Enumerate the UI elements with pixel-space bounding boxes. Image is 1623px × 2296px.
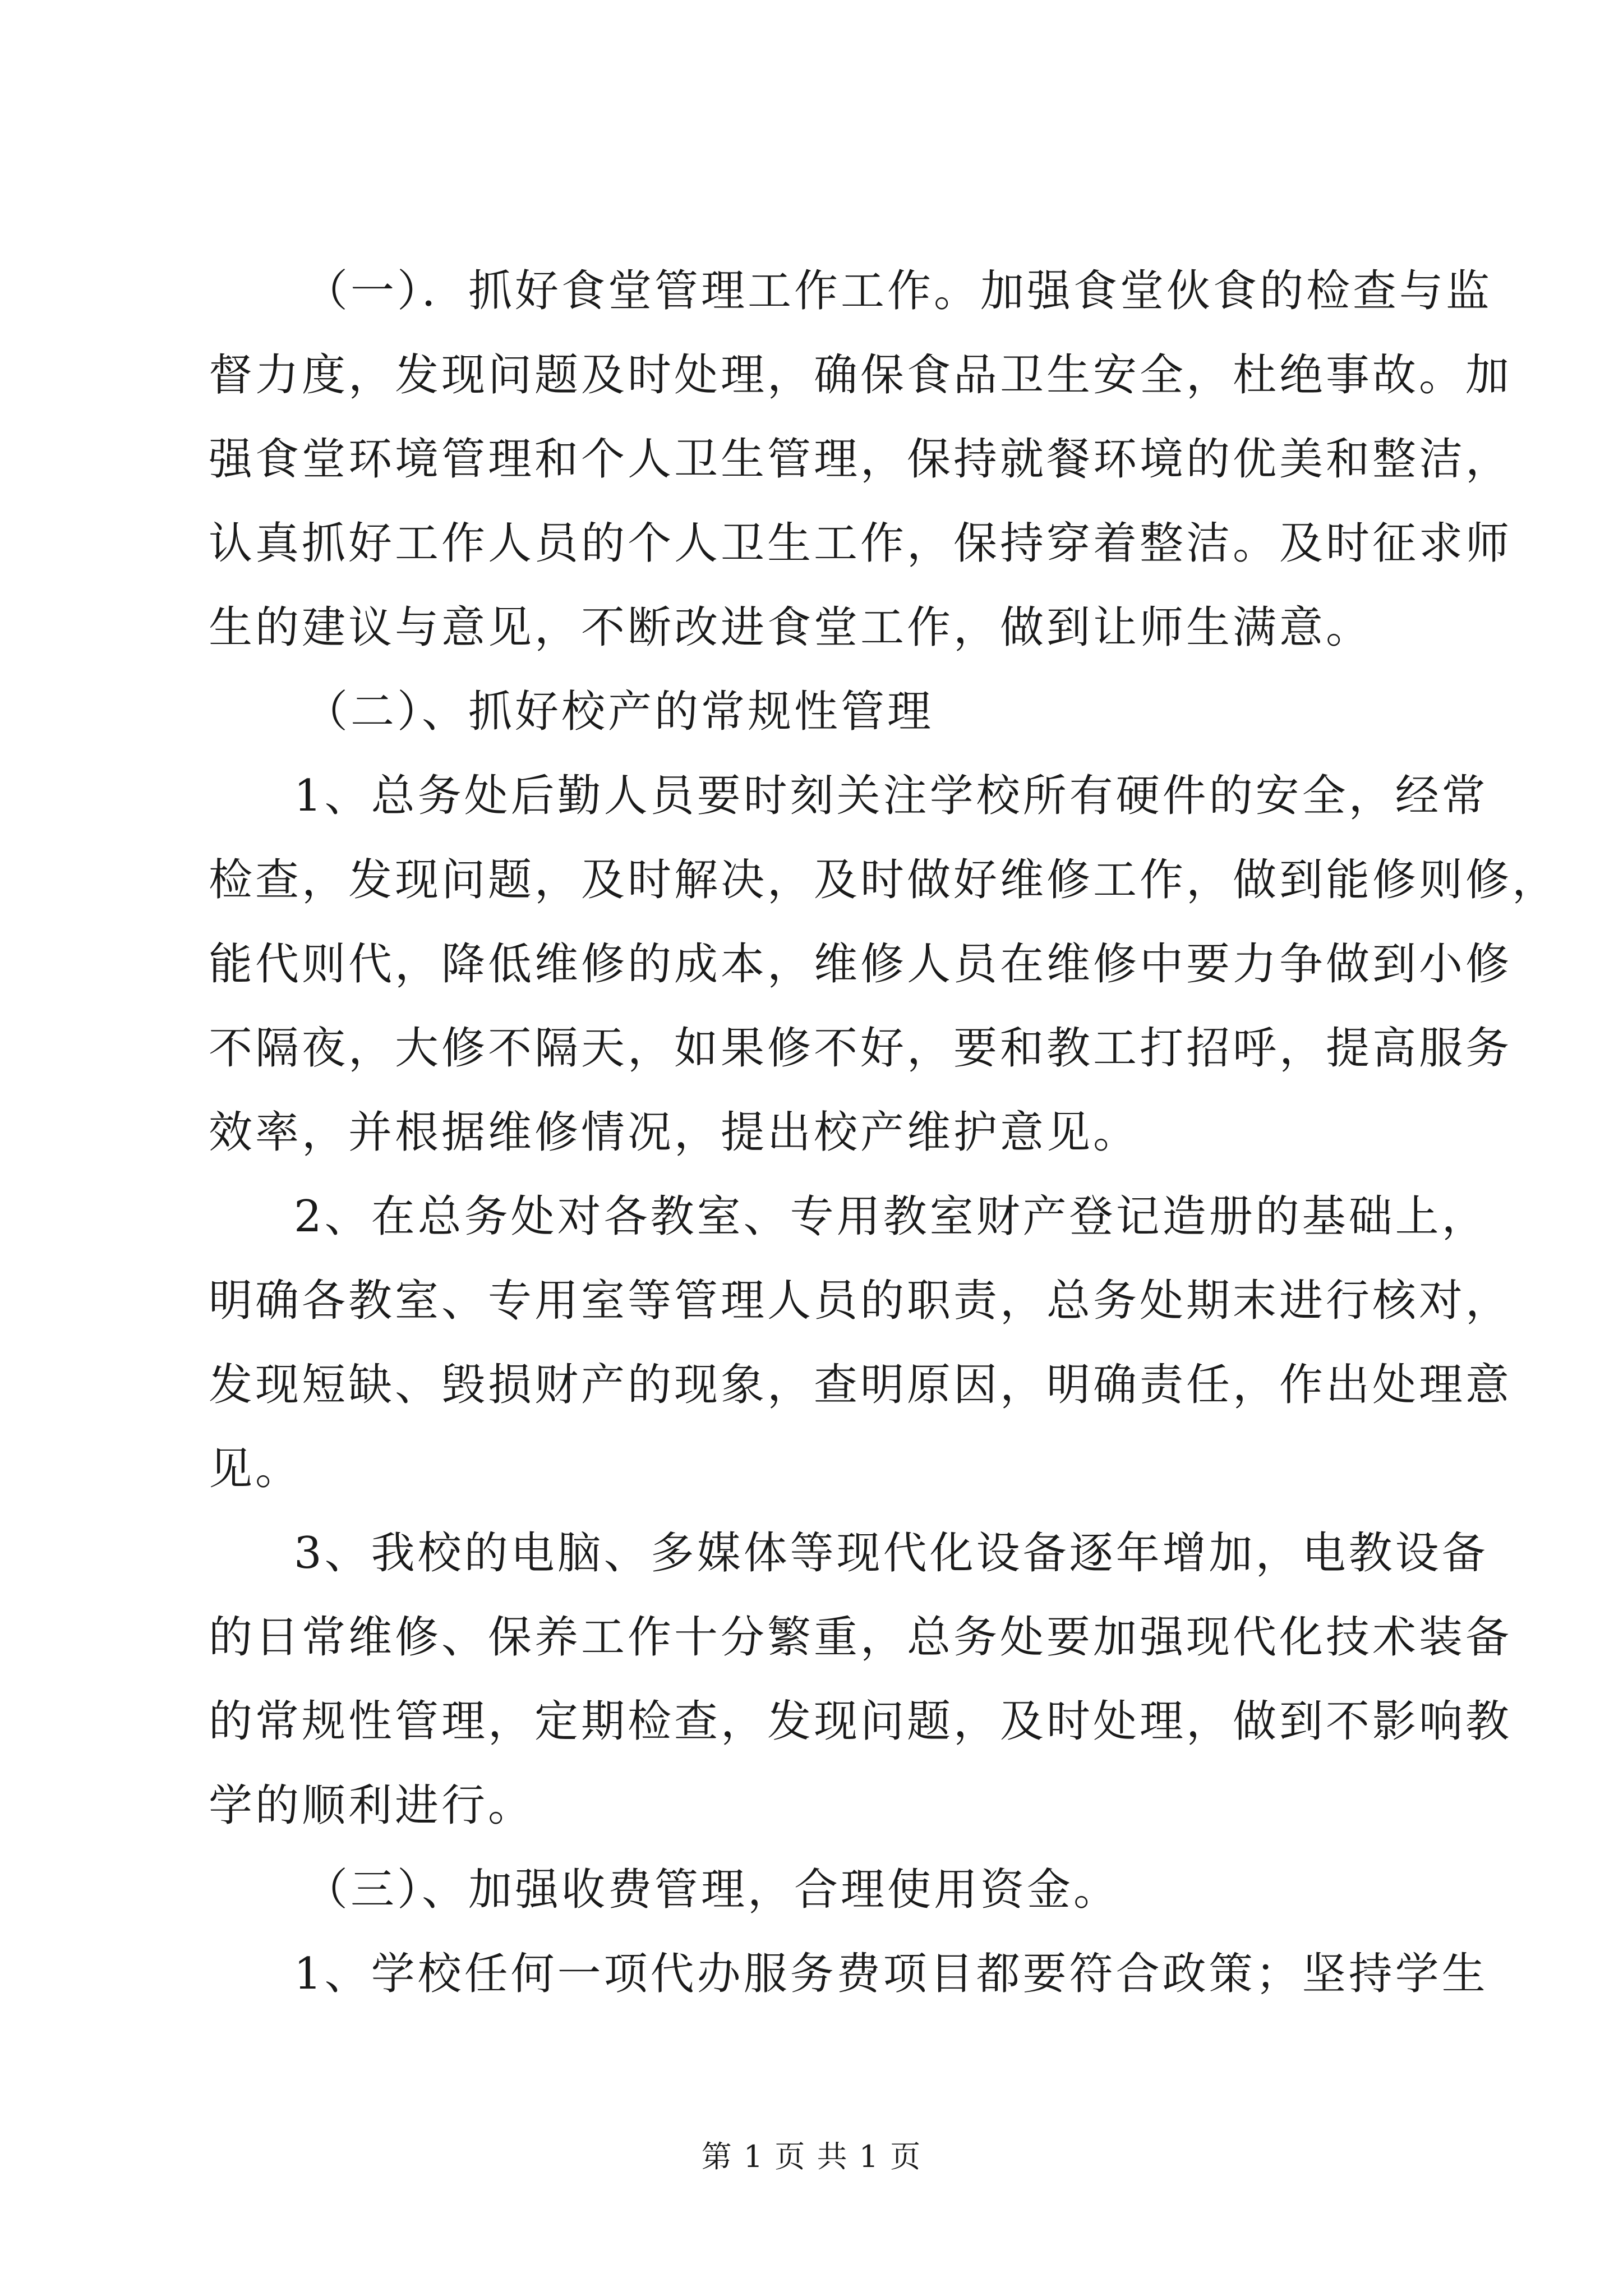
page-footer: 第 1 页 共 1 页: [701, 2139, 922, 2174]
paragraph-1-line-1: （一）．抓好食堂管理工作工作。加强食堂伙食的检查与监: [304, 266, 1493, 316]
paragraph-2-line-2: 检查，发现问题，及时解决，及时做好维修工作，做到能修则修，: [209, 855, 1559, 905]
paragraph-2-line-1: 1、总务处后勤人员要时刻关注学校所有硬件的安全，经常: [294, 771, 1488, 821]
paragraph-4-line-1: 3、我校的电脑、多媒体等现代化设备逐年增加，电教设备: [294, 1528, 1488, 1579]
paragraph-1-line-3: 强食堂环境管理和个人卫生管理，保持就餐环境的优美和整洁，: [209, 434, 1513, 485]
paragraph-4-line-3: 的常规性管理，定期检查，发现问题，及时处理，做到不影响教: [209, 1696, 1513, 1747]
paragraph-2-line-3: 能代则代，降低维修的成本，维修人员在维修中要力争做到小修: [209, 939, 1513, 990]
paragraph-4-line-4: 学的顺利进行。: [209, 1780, 535, 1831]
paragraph-3-line-4: 见。: [209, 1444, 302, 1494]
section-heading-2: （二）、抓好校产的常规性管理: [304, 687, 934, 737]
paragraph-2-line-4: 不隔夜，大修不隔天，如果修不好，要和教工打招呼，提高服务: [209, 1023, 1513, 1074]
paragraph-5-line-1: 1、学校任何一项代办服务费项目都要符合政策；坚持学生: [294, 1949, 1488, 1999]
paragraph-1-line-2: 督力度，发现问题及时处理，确保食品卫生安全，杜绝事故。加: [209, 350, 1513, 401]
document-body: [209, 264, 1559, 2031]
paragraph-3-line-1: 2、在总务处对各教室、专用教室财产登记造册的基础上，: [294, 1191, 1488, 1242]
paragraph-3-line-3: 发现短缺、毁损财产的现象，查明原因，明确责任，作出处理意: [209, 1360, 1513, 1410]
paragraph-1-line-5: 生的建议与意见，不断改进食堂工作，做到让师生满意。: [209, 602, 1373, 653]
paragraph-1-line-4: 认真抓好工作人员的个人卫生工作，保持穿着整洁。及时征求师: [209, 518, 1513, 569]
section-heading-3: （三）、加强收费管理，合理使用资金。: [304, 1865, 1121, 1915]
paragraph-3-line-2: 明确各教室、专用室等管理人员的职责，总务处期末进行核对，: [209, 1276, 1513, 1326]
paragraph-4-line-2: 的日常维修、保养工作十分繁重，总务处要加强现代化技术装备: [209, 1612, 1513, 1663]
paragraph-2-line-5: 效率，并根据维修情况，提出校产维护意见。: [209, 1107, 1140, 1158]
